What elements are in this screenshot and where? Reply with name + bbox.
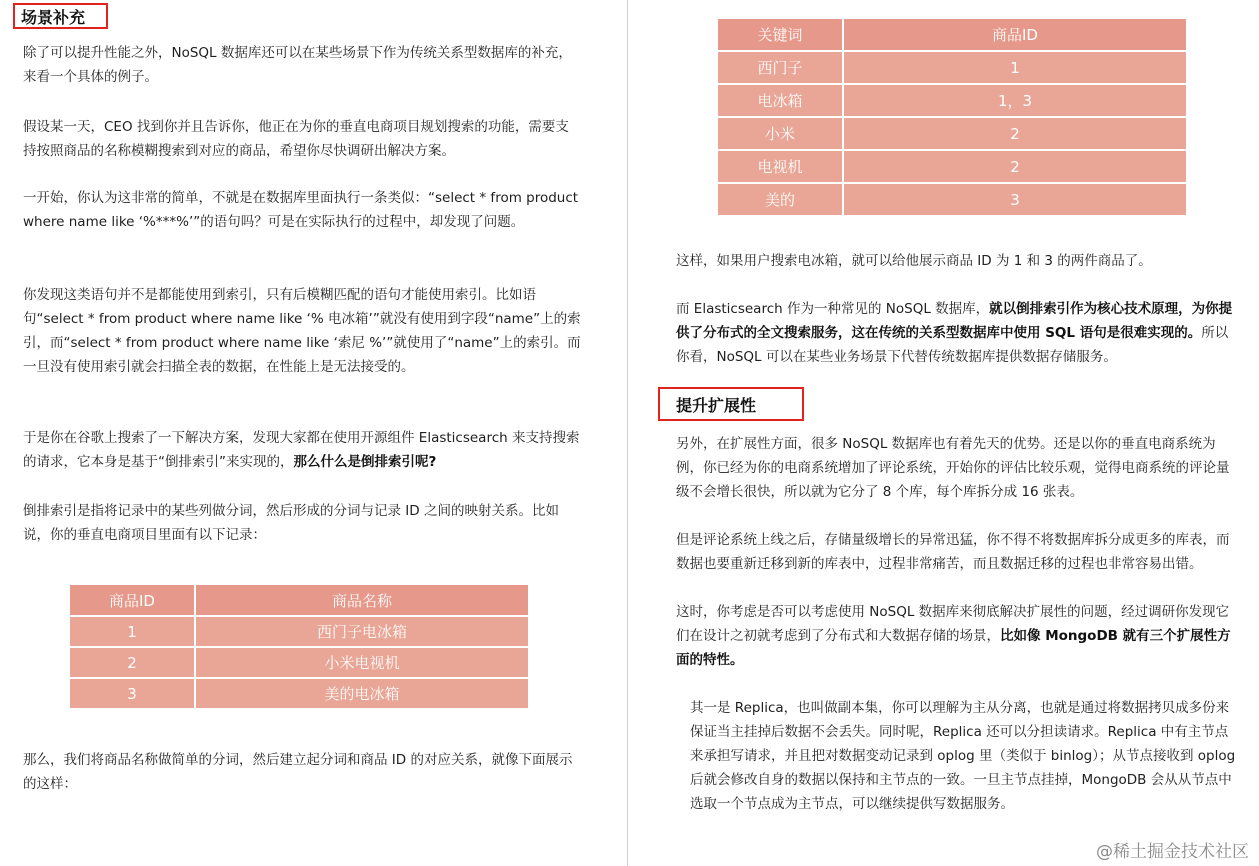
table-row (70, 648, 528, 677)
table-cell: 电视机 (718, 151, 842, 182)
table-row (718, 118, 1186, 149)
table-cell: 小米电视机 (196, 648, 528, 677)
table-cell: 1 (844, 52, 1186, 83)
table-cell: 3 (70, 679, 194, 708)
table-cell: 2 (70, 648, 194, 677)
table-header: 商品名称 (196, 585, 528, 615)
table-row (718, 184, 1186, 215)
table-cell: 西门子电冰箱 (196, 617, 528, 646)
table-row (718, 85, 1186, 116)
table-cell: 1，3 (844, 85, 1186, 116)
table-row (718, 52, 1186, 83)
keyword-table (716, 17, 1188, 217)
section-heading-scenario: 场景补充 (13, 3, 108, 29)
section-heading-scalability: 提升扩展性 (658, 387, 804, 421)
table-header: 关键词 (718, 19, 842, 50)
paragraph: 另外，在扩展性方面，很多 NoSQL 数据库也有着先天的优势。还是以你的垂直电商系统为例，你已经为你的电商系统增加了评论系统，开始你的评估比较乐观，觉得电商系统的评论量级不会增长很快，所以就为它分了 8 个库，每个库拆分成 16 张表。 (676, 436, 1230, 500)
table-header: 商品ID (844, 19, 1186, 50)
table-cell: 1 (70, 617, 194, 646)
table-cell: 2 (844, 118, 1186, 149)
table-cell: 2 (844, 151, 1186, 182)
paragraph: 一开始，你认为这非常的简单，不就是在数据库里面执行一条类似：“select * from product where name like ‘%***%’”的语句吗？可是在实际执行的过程中，却发现了问题。 (23, 190, 579, 230)
table-row (718, 151, 1186, 182)
bold-emphasis: 比如像 MongoDB 就有三个扩展性方面的特性。 (676, 628, 1231, 668)
table-row (70, 617, 528, 646)
left-page (0, 0, 627, 866)
paragraph (676, 600, 1236, 672)
paragraph: 但是评论系统上线之后，存储量级增长的异常迅猛，你不得不将数据库拆分成更多的库表，而数据也要重新迁移到新的库表中，过程非常痛苦，而且数据迁移的过程也非常容易出错。 (676, 532, 1230, 572)
paragraph: 其一是 Replica，也叫做副本集，你可以理解为主从分离，也就是通过将数据拷贝成多份来保证当主挂掉后数据不会丢失。同时呢，Replica 还可以分担读请求。Replica 中有主节点来承担写请求，并且把对数据变动记录到 oplog 里（类似于 binlog）；从节点接收到 oplog 后就会修改自身的数据以保持和主节点的一致。一旦主节点挂掉，MongoDB 会从从节点中选取一个节点成为主节点，可以继续提供写数据服务。 (690, 700, 1236, 812)
paragraph: 除了可以提升性能之外，NoSQL 数据库还可以在某些场景下作为传统关系型数据库的补充，来看一个具体的例子。 (23, 45, 572, 85)
table-cell: 西门子 (718, 52, 842, 83)
table-cell: 美的 (718, 184, 842, 215)
paragraph (23, 426, 581, 474)
table-row (70, 679, 528, 708)
table-cell: 电冰箱 (718, 85, 842, 116)
table-cell: 3 (844, 184, 1186, 215)
paragraph-text: 于是你在谷歌上搜索了一下解决方案，发现大家都在使用开源组件 Elasticsearch 来支持搜索的请求，它本身是基于“倒排索引”来实现的， (23, 430, 580, 470)
paragraph: 那么，我们将商品名称做简单的分词，然后建立起分词和商品 ID 的对应关系，就像下面展示的这样： (23, 752, 573, 792)
paragraph-text: 这时，你考虑是否可以考虑使用 NoSQL 数据库来彻底解决扩展性的问题，经过调研你发现它们在设计之初就考虑到了分布式和大数据存储的场景， (676, 604, 1230, 644)
table-header: 商品ID (70, 585, 194, 615)
table-cell: 美的电冰箱 (196, 679, 528, 708)
paragraph: 这样，如果用户搜索电冰箱，就可以给他展示商品 ID 为 1 和 3 的两件商品了。 (676, 253, 1152, 269)
paragraph: 假设某一天，CEO 找到你并且告诉你，他正在为你的垂直电商项目规划搜索的功能，需要支持按照商品的名称模糊搜索到对应的商品，希望你尽快调研出解决方案。 (23, 119, 569, 159)
paragraph-text: 所以你看，NoSQL 可以在某些业务场景下代替传统数据库提供数据存储服务。 (676, 325, 1229, 365)
watermark: @稀土掘金技术社区 (1096, 842, 1249, 862)
paragraph: 你发现这类语句并不是都能使用到索引，只有后模糊匹配的语句才能使用索引。比如语句“select * from product where name like ‘% 电冰箱’”就没有使用到字段“name”上的索引，而“select * from product where name like ‘索尼 %’”就使用了“name”上的索引。而一旦没有使用索引就会扫描全表的数据，在性能上是无法接受的。 (23, 287, 581, 375)
bold-question: 那么什么是倒排索引呢? (293, 454, 437, 470)
paragraph-text: 而 Elasticsearch 作为一种常见的 NoSQL 数据库， (676, 301, 990, 317)
table-cell: 小米 (718, 118, 842, 149)
right-page (628, 0, 1259, 866)
product-table (68, 583, 530, 710)
paragraph (676, 297, 1236, 369)
bold-emphasis: 就以倒排索引作为核心技术原理，为你提供了分布式的全文搜索服务，这在传统的关系型数据库中使用 SQL 语句是很难实现的。 (676, 301, 1233, 341)
paragraph: 倒排索引是指将记录中的某些列做分词，然后形成的分词与记录 ID 之间的映射关系。比如说，你的垂直电商项目里面有以下记录： (23, 503, 559, 543)
